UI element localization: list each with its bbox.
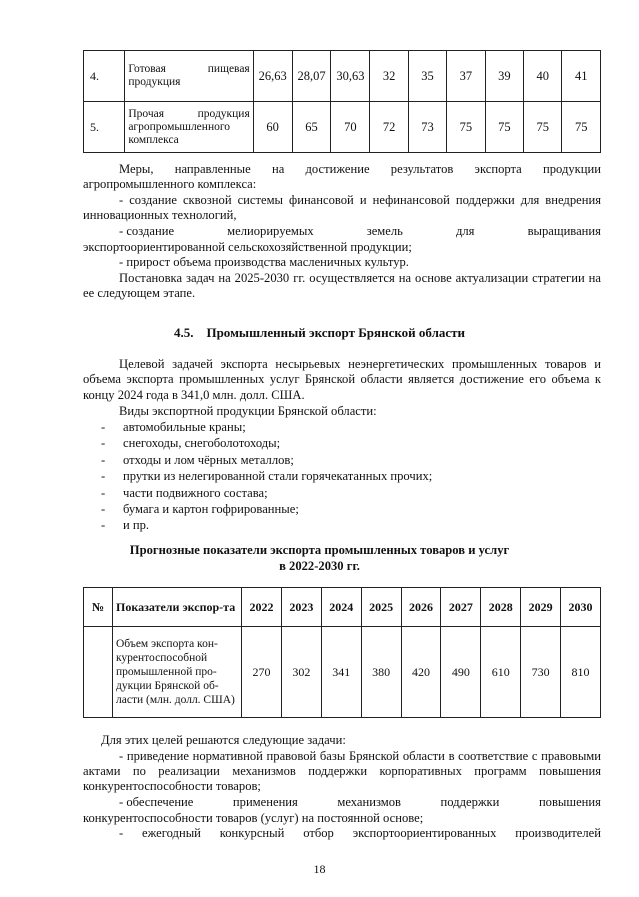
list-item: - автомобильные краны; xyxy=(101,419,601,435)
header-year: 2028 xyxy=(481,588,521,627)
list-item: - снегоходы, снегоболотоходы; xyxy=(101,435,601,451)
measures-item-line xyxy=(119,224,601,239)
row-name: Готовая пищевая продукция xyxy=(125,51,253,102)
row-number xyxy=(84,627,113,718)
cell-value: 380 xyxy=(361,627,401,718)
title-line: Прогнозные показатели экспорта промышленных товаров и услуг xyxy=(129,543,510,557)
tasks-item-continuation: конкурентоспособности товаров (услуг) на постоянной основе; xyxy=(83,810,424,825)
cell-value: 35 xyxy=(408,51,446,102)
export-types-list xyxy=(101,419,601,534)
measures-item-continuation: экспортоориентированной сельскохозяйственной продукции; xyxy=(83,239,412,254)
agro-export-table xyxy=(83,50,601,153)
list-item: - прутки из нелегированной стали горячекатанных прочих; xyxy=(101,468,601,484)
section-heading xyxy=(0,325,639,341)
cell-value: 41 xyxy=(562,51,601,102)
tasks-intro: Для этих целей решаются следующие задачи: xyxy=(101,733,346,747)
word: повышения xyxy=(538,795,601,809)
word: для xyxy=(455,224,475,238)
row-number: 5. xyxy=(84,102,125,153)
row-number: 4. xyxy=(84,51,125,102)
cell-value: 32 xyxy=(370,51,408,102)
forecast-table xyxy=(83,587,601,718)
measures-item: - прирост объема производства масленичных культур. xyxy=(119,255,409,269)
header-year: 2023 xyxy=(281,588,321,627)
measures-intro: Меры, направленные на достижение результатов экспорта продукции агропромышленного комплекса: xyxy=(83,162,601,192)
word: поддержки xyxy=(440,795,500,809)
table-row xyxy=(84,102,601,153)
tasks-item-line xyxy=(119,795,601,810)
cell-value: 65 xyxy=(292,102,331,153)
cell-value: 610 xyxy=(481,627,521,718)
header-year: 2022 xyxy=(242,588,282,627)
word: - создание xyxy=(119,224,175,238)
cell-value: 75 xyxy=(524,102,562,153)
cell-value: 40 xyxy=(524,51,562,102)
cell-value: 26,63 xyxy=(253,51,292,102)
cell-value: 75 xyxy=(485,102,523,153)
section-title: Промышленный экспорт Брянской области xyxy=(206,325,466,340)
row-name: Объем экспорта кон-курентоспособной промышленной про-дукции Брянской об-ласти (млн. долл. США) xyxy=(113,627,242,718)
table-row xyxy=(84,627,601,718)
word: применения xyxy=(232,795,298,809)
measures-item: - создание сквозной системы финансовой и нефинансовой поддержки для внедрения инновационных технологий, xyxy=(83,193,601,223)
cell-value: 810 xyxy=(561,627,601,718)
header-year: 2030 xyxy=(561,588,601,627)
header-year: 2026 xyxy=(401,588,441,627)
export-types-intro: Виды экспортной продукции Брянской области: xyxy=(119,404,377,418)
target-paragraph: Целевой задачей экспорта несырьевых неэнергетических промышленных товаров и объема экспорта промышленных услуг Брянской области является достижение его объема к концу 2024 года в 341,0 млн. долл. США. xyxy=(83,357,601,402)
cell-value: 270 xyxy=(242,627,282,718)
cell-value: 30,63 xyxy=(331,51,370,102)
cell-value: 302 xyxy=(281,627,321,718)
table-header-row xyxy=(84,588,601,627)
cell-value: 490 xyxy=(441,627,481,718)
cell-value: 60 xyxy=(253,102,292,153)
cell-value: 39 xyxy=(485,51,523,102)
cell-value: 75 xyxy=(562,102,601,153)
section-number: 4.5. xyxy=(173,325,194,340)
cell-value: 341 xyxy=(321,627,361,718)
cell-value: 730 xyxy=(521,627,561,718)
list-item: - части подвижного состава; xyxy=(101,485,601,501)
header-year: 2025 xyxy=(361,588,401,627)
header-num: № xyxy=(84,588,113,627)
forecast-table-title xyxy=(0,542,639,574)
cell-value: 70 xyxy=(331,102,370,153)
row-name: Прочая продукция агропромышленного комплекса xyxy=(125,102,253,153)
cell-value: 72 xyxy=(370,102,408,153)
cell-value: 28,07 xyxy=(292,51,331,102)
header-indicator: Показатели экспор-та xyxy=(113,588,242,627)
word: механизмов xyxy=(337,795,401,809)
header-year: 2029 xyxy=(521,588,561,627)
list-item: - бумага и картон гофрированные; xyxy=(101,501,601,517)
word: земель xyxy=(366,224,403,238)
word: выращивания xyxy=(527,224,601,238)
cell-value: 420 xyxy=(401,627,441,718)
measures-closing: Постановка задач на 2025-2030 гг. осуществляется на основе актуализации стратегии на ее следующем этапе. xyxy=(83,270,601,300)
word: - обеспечение xyxy=(119,795,194,809)
table-row xyxy=(84,51,601,102)
cell-value: 75 xyxy=(447,102,485,153)
word: мелиорируемых xyxy=(227,224,314,238)
header-year: 2027 xyxy=(441,588,481,627)
cell-value: 73 xyxy=(408,102,446,153)
tasks-item: - приведение нормативной правовой базы Брянской области в соответствие с правовыми актами по реализации механизмов поддержки корпоративных программ повышения конкурентоспособности товаров; xyxy=(83,748,601,794)
cell-value: 37 xyxy=(447,51,485,102)
list-item: - и пр. xyxy=(101,517,601,533)
header-year: 2024 xyxy=(321,588,361,627)
tasks-item: - ежегодный конкурсный отбор экспортоориентированных производителей xyxy=(119,826,601,840)
title-line: в 2022-2030 гг. xyxy=(279,559,360,573)
list-item: - отходы и лом чёрных металлов; xyxy=(101,452,601,468)
page-number: 18 xyxy=(313,862,326,876)
